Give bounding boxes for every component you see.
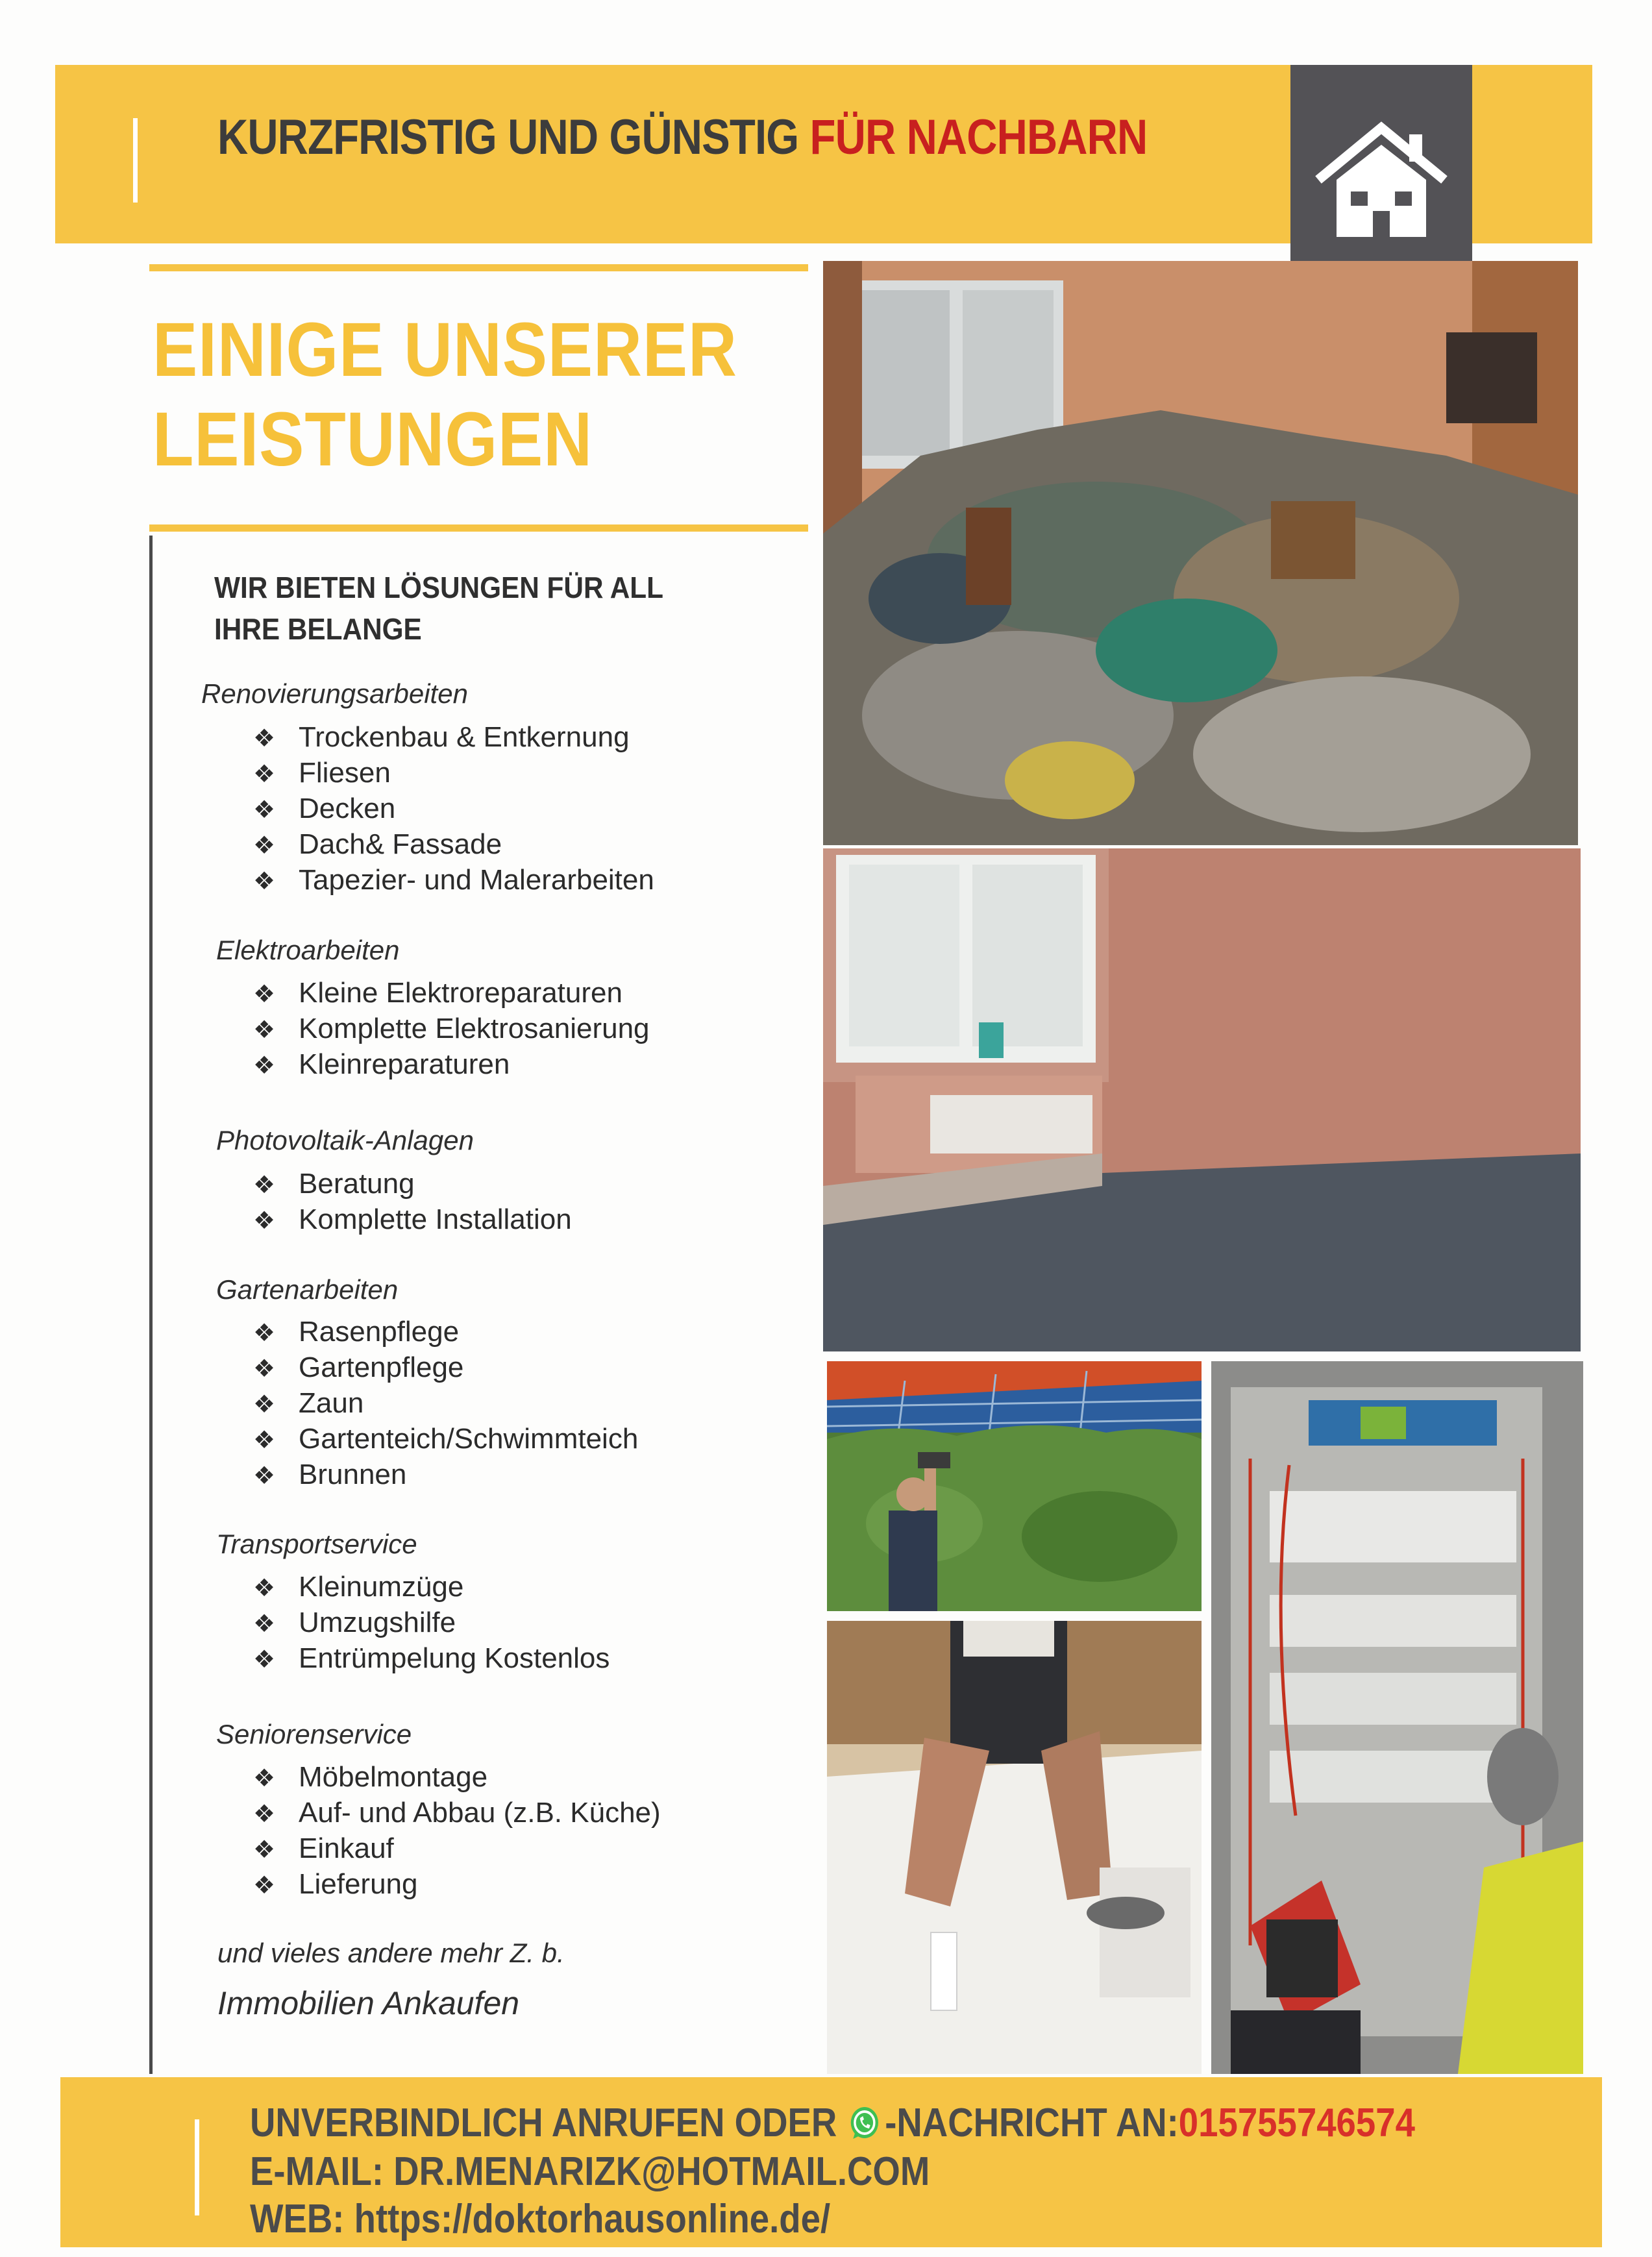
bullet-icon: ❖	[253, 1391, 276, 1418]
ankauf-text: Immobilien Ankaufen	[217, 1985, 520, 2021]
contact-text-a: UNVERBINDLICH ANRUFEN ODER	[250, 2101, 837, 2145]
list-item: ❖ Komplette Installation	[253, 1202, 572, 1237]
headline	[217, 109, 1147, 166]
list-item: ❖ Lieferung	[253, 1866, 661, 1902]
intro-line2: IHRE BELANGE	[214, 612, 422, 646]
list-item: ❖ Einkauf	[253, 1831, 661, 1866]
photo-electrician	[1211, 1361, 1583, 2074]
list-item: ❖ Komplette Elektrosanierung	[253, 1011, 650, 1046]
list-item: ❖ Kleinreparaturen	[253, 1046, 650, 1082]
list-item: ❖ Umzugshilfe	[253, 1605, 610, 1640]
category-title: Transportservice	[216, 1529, 417, 1559]
list-item: ❖ Beratung	[253, 1166, 572, 1202]
left-divider	[149, 536, 153, 2074]
category-list	[253, 719, 654, 898]
section-title-line2: LEISTUNGEN	[153, 397, 593, 482]
category-title: Photovoltaik-Anlagen	[216, 1125, 474, 1155]
list-item: ❖ Tapezier- und Malerarbeiten	[253, 862, 654, 898]
bullet-icon: ❖	[253, 1427, 276, 1454]
list-item: ❖ Brunnen	[253, 1457, 638, 1492]
section-title-line1: EINIGE UNSERER	[153, 307, 737, 393]
intro-line1: WIR BIETEN LÖSUNGEN FÜR ALL	[214, 571, 663, 604]
contact-web[interactable]: WEB: https://doktorhausonline.de/	[250, 2197, 831, 2241]
bullet-icon: ❖	[253, 832, 276, 859]
bullet-icon: ❖	[253, 868, 276, 895]
section-title	[153, 305, 737, 484]
photo-messy-room	[823, 261, 1578, 845]
category-list	[253, 1569, 610, 1676]
intro-text	[214, 567, 663, 650]
bottom-rule	[149, 524, 808, 532]
contact-divider	[195, 2119, 199, 2215]
category-title: Gartenarbeiten	[216, 1274, 399, 1305]
category-title: Seniorenservice	[216, 1719, 412, 1749]
bullet-icon: ❖	[253, 981, 276, 1008]
top-rule	[149, 264, 808, 271]
headline-red: FÜR NACHBARN	[809, 110, 1148, 165]
list-item: ❖ Dach& Fassade	[253, 826, 654, 862]
more-text: und vieles andere mehr Z. b.	[217, 1938, 565, 1968]
bullet-icon: ❖	[253, 1207, 276, 1235]
bullet-icon: ❖	[253, 1765, 276, 1792]
house-icon	[1313, 120, 1449, 243]
list-item: ❖ Auf- und Abbau (z.B. Küche)	[253, 1795, 661, 1831]
photo-furniture-assembly	[827, 1621, 1202, 2074]
bullet-icon: ❖	[253, 1646, 276, 1673]
list-item: ❖ Decken	[253, 791, 654, 826]
list-item: ❖ Gartenteich/Schwimmteich	[253, 1421, 638, 1457]
bullet-icon: ❖	[253, 1836, 276, 1864]
bullet-icon: ❖	[253, 1872, 276, 1899]
bullet-icon: ❖	[253, 1462, 276, 1490]
list-item: ❖ Möbelmontage	[253, 1759, 661, 1795]
bullet-icon: ❖	[253, 1052, 276, 1079]
category-list	[253, 1314, 638, 1492]
bullet-icon: ❖	[253, 761, 276, 788]
bullet-icon: ❖	[253, 1575, 276, 1602]
photo-hedge-trimming	[827, 1361, 1202, 1611]
list-item: ❖ Trockenbau & Entkernung	[253, 719, 654, 755]
category-list	[253, 1166, 572, 1237]
list-item: ❖ Fliesen	[253, 755, 654, 791]
phone-number[interactable]: 015755746574	[1178, 2101, 1415, 2145]
category-list	[253, 1759, 661, 1902]
bullet-icon: ❖	[253, 725, 276, 752]
contact-text-b: -NACHRICHT AN:	[885, 2101, 1179, 2145]
category-list	[253, 975, 650, 1082]
list-item: ❖ Zaun	[253, 1385, 638, 1421]
list-item: ❖ Kleinumzüge	[253, 1569, 610, 1605]
bullet-icon: ❖	[253, 1017, 276, 1044]
bullet-icon: ❖	[253, 1172, 276, 1199]
category-title: Elektroarbeiten	[216, 935, 400, 965]
contact-email[interactable]: E-MAIL: DR.MENARIZK@HOTMAIL.COM	[250, 2149, 930, 2194]
header-divider	[133, 118, 138, 203]
bullet-icon: ❖	[253, 1355, 276, 1383]
list-item: ❖ Kleine Elektroreparaturen	[253, 975, 650, 1011]
whatsapp-icon	[847, 2104, 881, 2143]
list-item: ❖ Rasenpflege	[253, 1314, 638, 1350]
bullet-icon: ❖	[253, 1801, 276, 1828]
list-item: ❖ Entrümpelung Kostenlos	[253, 1640, 610, 1676]
category-title: Renovierungsarbeiten	[201, 678, 468, 709]
bullet-icon: ❖	[253, 796, 276, 824]
bullet-icon: ❖	[253, 1320, 276, 1347]
headline-dark: KURZFRISTIG UND GÜNSTIG	[217, 110, 799, 165]
contact-line-1	[250, 2100, 1415, 2146]
list-item: ❖ Gartenpflege	[253, 1350, 638, 1385]
photo-empty-room	[823, 848, 1581, 1351]
bullet-icon: ❖	[253, 1610, 276, 1638]
